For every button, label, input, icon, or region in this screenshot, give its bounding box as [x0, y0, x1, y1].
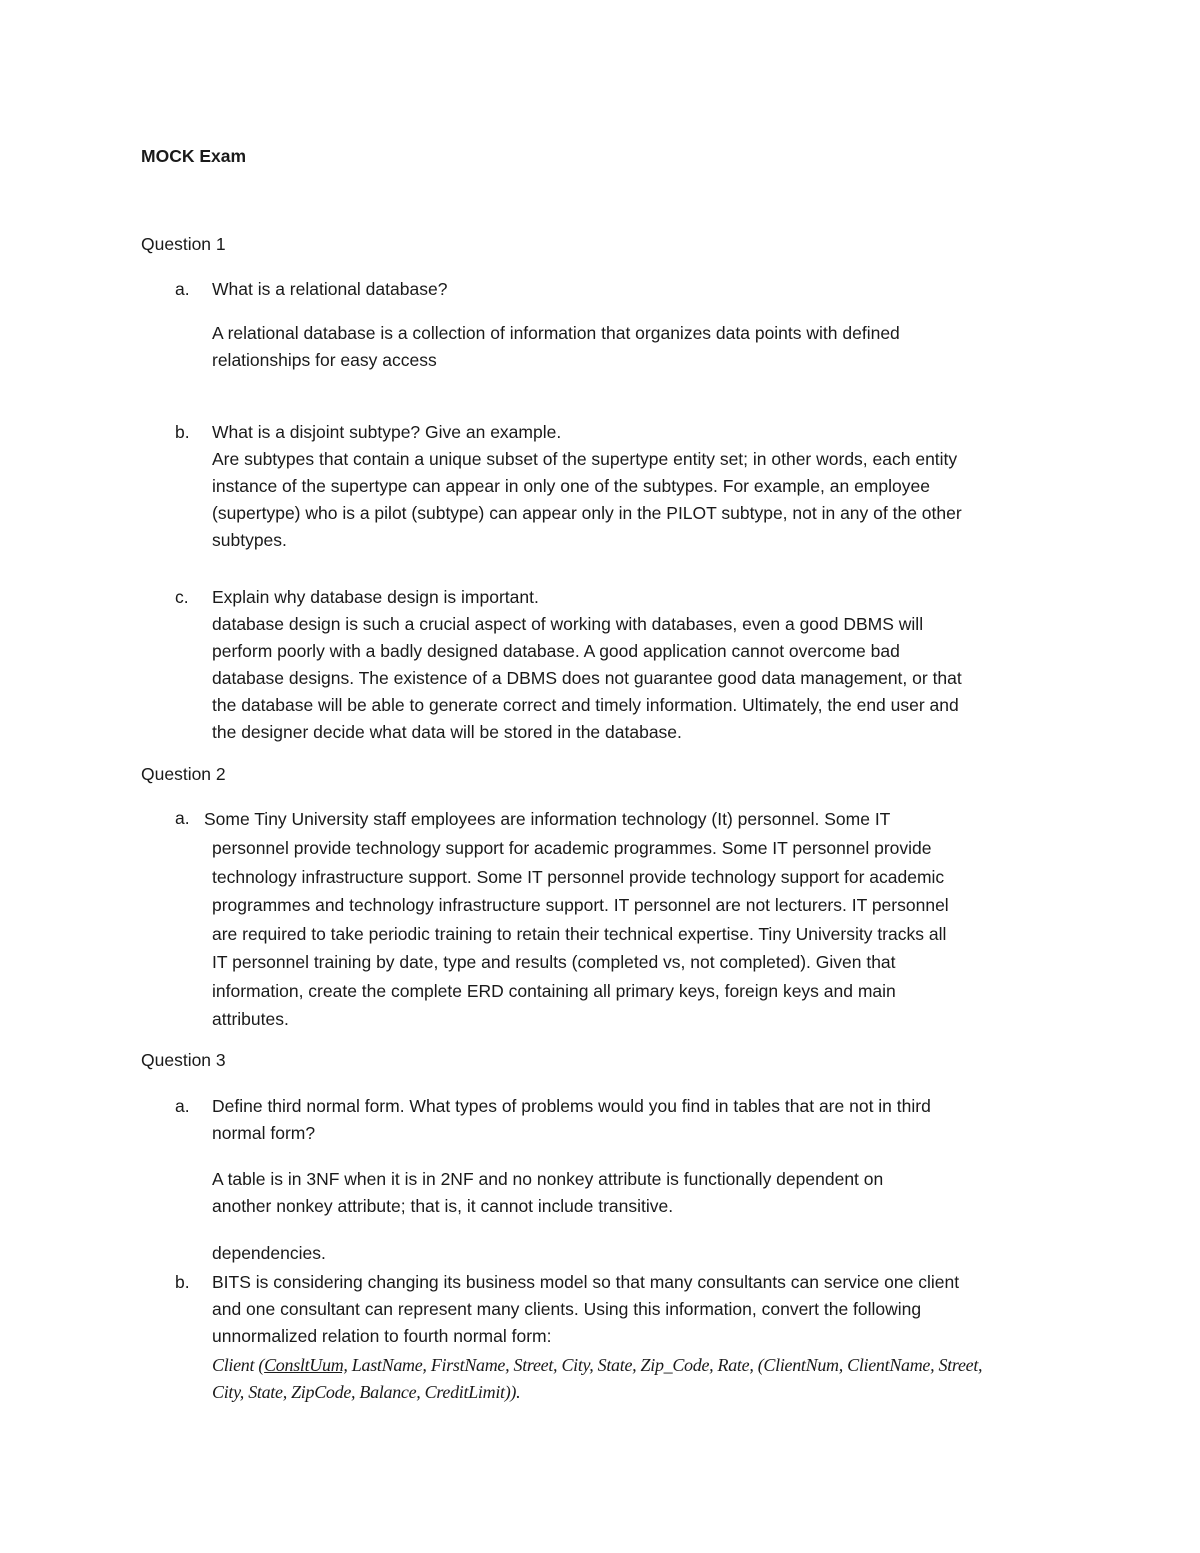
q1-a-question: What is a relational database? [212, 279, 448, 299]
q2-a-text [204, 805, 1056, 834]
q1-c-answer-line: database design is such a crucial aspect of working with databases, even a good DBMS will [212, 614, 924, 634]
q1-c-answer-line: the database will be able to generate correct and timely information. Ultimately, the end user and [212, 695, 959, 715]
q3-a-answer-tail: dependencies. [212, 1243, 326, 1263]
q1-b-marker: b. [175, 422, 190, 442]
q1-c-text [212, 584, 962, 746]
q2-a-line: are required to take periodic training to retain their technical expertise. Tiny University tracks all [212, 923, 947, 944]
q1-b-text [212, 419, 962, 554]
relation-line-1 [212, 1352, 982, 1379]
q2-a-line: IT personnel training by date, type and results (completed vs, not completed). Given that [212, 952, 896, 972]
relation-rest: LastName, FirstName, Street, City, State, Zip_Code, Rate, (ClientNum, ClientName, Street, [347, 1355, 983, 1375]
question-2-heading: Question 2 [141, 764, 226, 784]
q1-c-answer-line: database designs. The existence of a DBMS does not guarantee good data management, or that [212, 668, 962, 688]
q1-c-marker: c. [175, 587, 189, 607]
q1-b-answer-line: (supertype) who is a pilot (subtype) can appear only in the PILOT subtype, not in any of the other [212, 503, 962, 523]
q1-a-marker: a. [175, 279, 190, 299]
q1-c-question: Explain why database design is important. [212, 587, 539, 607]
relation-line-2: City, State, ZipCode, Balance, CreditLimit)). [212, 1382, 521, 1402]
q1-b-answer-line: Are subtypes that contain a unique subset of the supertype entity set; in other words, each entity [212, 449, 958, 469]
q2-a-line: information, create the complete ERD containing all primary keys, foreign keys and main [212, 980, 896, 1001]
q2-a-line: personnel provide technology support for academic programmes. Some IT personnel provide [212, 838, 932, 858]
q1-c-answer-line: perform poorly with a badly designed database. A good application cannot overcome bad [212, 641, 900, 661]
q2-a-text-cont [212, 834, 949, 1034]
question-1-heading: Question 1 [141, 234, 226, 254]
q2-a-line: attributes. [212, 1009, 289, 1029]
q1-a-answer-line: A relational database is a collection of information that organizes data points with defined [212, 323, 900, 343]
q1-b-question: What is a disjoint subtype? Give an example. [212, 422, 562, 442]
q3-a-answer-line: another nonkey attribute; that is, it cannot include transitive. [212, 1196, 674, 1216]
q3-b-line: BITS is considering changing its business model so that many consultants can service one client [212, 1272, 960, 1292]
q3-b-marker: b. [175, 1272, 190, 1292]
q2-a-line: technology infrastructure support. Some IT personnel provide technology support for academic [212, 866, 945, 887]
q3-b-relation [212, 1352, 982, 1406]
page-title: MOCK Exam [141, 146, 247, 166]
q2-a-marker: a. [175, 808, 190, 828]
q1-a-answer [212, 320, 900, 374]
relation-open: Client ( [212, 1355, 265, 1375]
q1-b-answer-line: subtypes. [212, 530, 287, 550]
q3-a-answer [212, 1166, 883, 1220]
q1-c-answer-line: the designer decide what data will be stored in the database. [212, 722, 682, 742]
q1-b-answer-line: instance of the supertype can appear in only one of the subtypes. For example, an employee [212, 476, 930, 496]
q2-a-line: programmes and technology infrastructure support. IT personnel are not lecturers. IT personnel [212, 895, 949, 915]
q3-a-marker: a. [175, 1096, 190, 1116]
q3-a-question [212, 1093, 931, 1147]
question-3-heading: Question 3 [141, 1050, 226, 1070]
relation-key: ConsltUum, [264, 1355, 348, 1375]
q3-a-question-line: Define third normal form. What types of problems would you find in tables that are not in third [212, 1096, 931, 1116]
q1-a-answer-line: relationships for easy access [212, 350, 437, 370]
q3-b-line: and one consultant can represent many clients. Using this information, convert the following [212, 1299, 922, 1319]
q3-b-text [212, 1269, 959, 1350]
q2-a-line: Some Tiny University staff employees are information technology (It) personnel. Some IT [204, 809, 891, 829]
q3-b-line: unnormalized relation to fourth normal form: [212, 1326, 552, 1346]
q3-a-answer-line: A table is in 3NF when it is in 2NF and no nonkey attribute is functionally dependent on [212, 1169, 884, 1189]
q3-a-question-line: normal form? [212, 1123, 316, 1143]
